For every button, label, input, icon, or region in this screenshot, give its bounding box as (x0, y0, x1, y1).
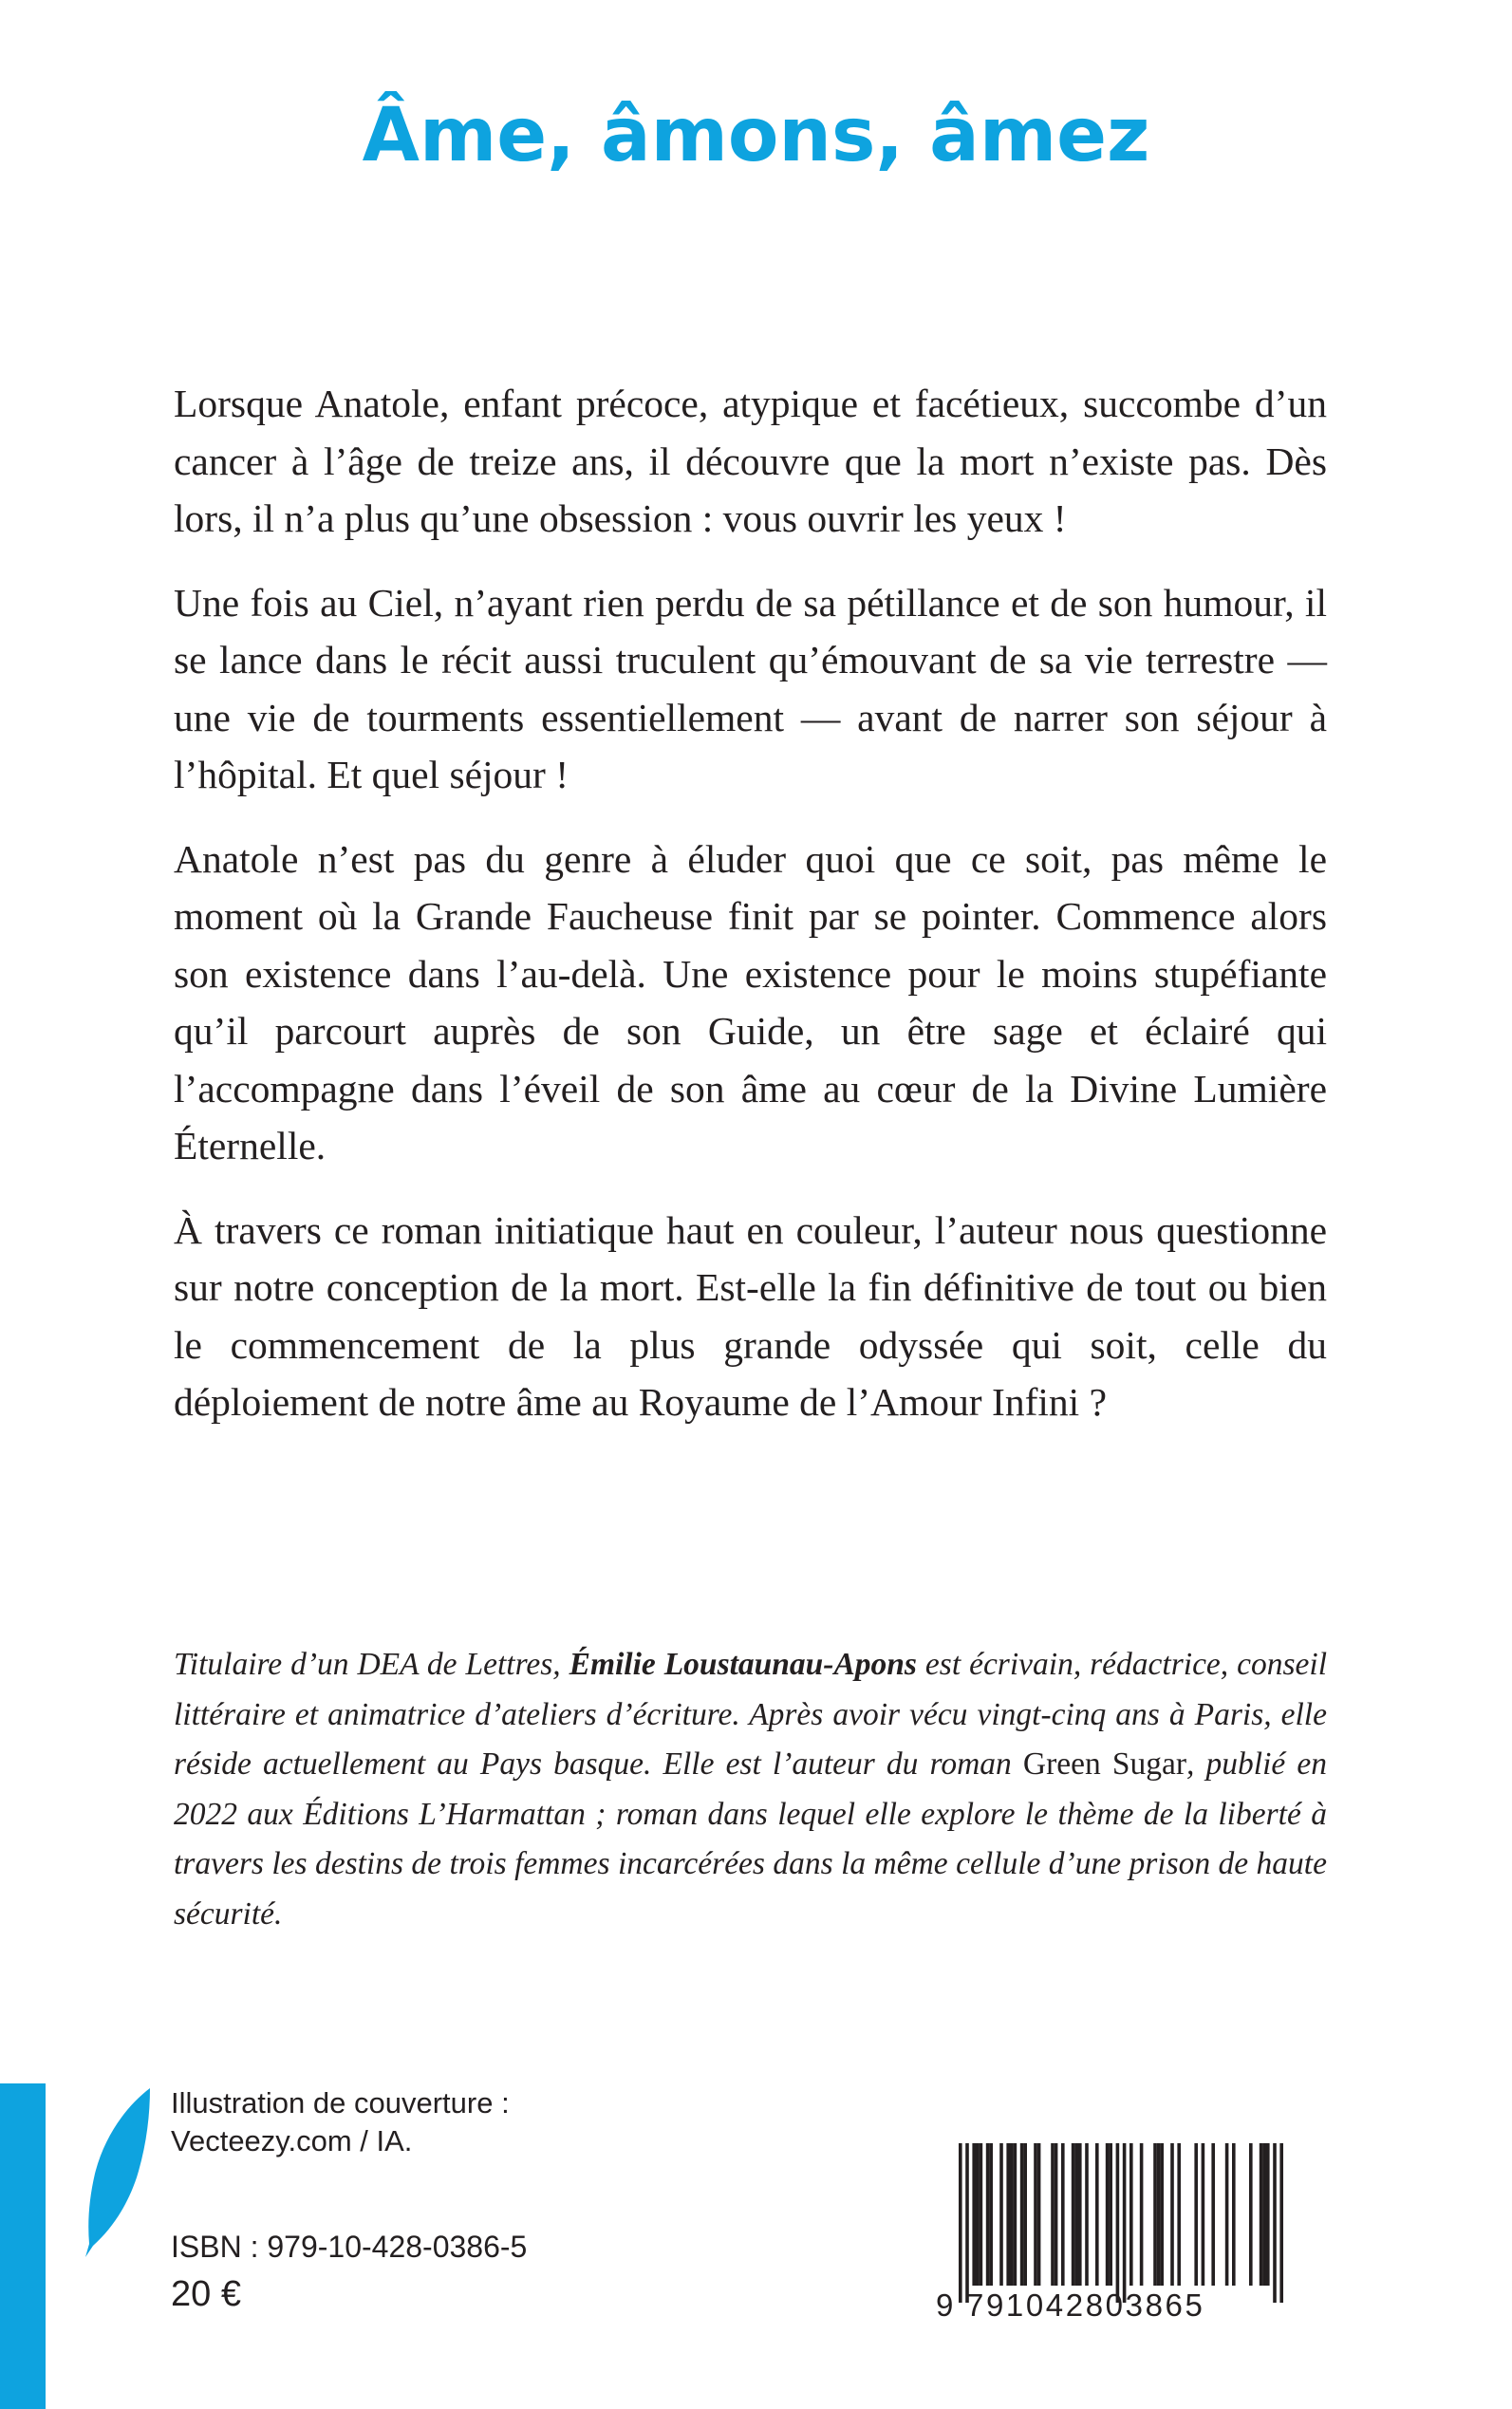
barcode-bar (1074, 2143, 1078, 2286)
barcode-bar (1232, 2143, 1236, 2286)
barcode-guard-bar (959, 2143, 962, 2303)
barcode-bar (1211, 2143, 1215, 2286)
book-title: Âme, âmons, âmez (362, 93, 1150, 178)
barcode-bar (999, 2143, 1003, 2286)
barcode-bar (1266, 2143, 1270, 2286)
barcode-bar (1140, 2143, 1144, 2286)
barcode-bar (1095, 2143, 1099, 2286)
barcode-bar (1072, 2143, 1075, 2286)
barcode-bar (980, 2143, 983, 2286)
synopsis-paragraph: À travers ce roman initiatique haut en couleur, l’auteur nous questionne sur notre conception de la mort. Est-elle la fin définitive de tout ou bien le commencement de la plus grande odyssée qui soit, celle du déploiement de notre âme au Royaume de l’Amour Infini ? (174, 1207, 1327, 1424)
barcode-bar (1020, 2143, 1024, 2286)
barcode-bar (1177, 2143, 1181, 2286)
barcode-guard-bar (1123, 2143, 1127, 2303)
barcode-bar (1202, 2143, 1205, 2286)
barcode-bar (989, 2143, 993, 2286)
barcode-bar (986, 2143, 990, 2286)
barcode-bar (1129, 2143, 1133, 2286)
book-reference: Green Sugar (1022, 1746, 1187, 1782)
barcode-bar (1034, 2143, 1037, 2286)
feather-icon (84, 2086, 152, 2259)
isbn-text: ISBN : 979-10-428-0386-5 (171, 2230, 528, 2264)
barcode-bar (1262, 2143, 1266, 2286)
synopsis (174, 375, 1327, 1458)
credits-line: Vecteezy.com / IA. (171, 2124, 413, 2157)
barcode-bar (1010, 2143, 1014, 2286)
barcode-bar (1194, 2143, 1198, 2286)
barcode-bar (1051, 2143, 1055, 2286)
barcode-bar (1157, 2143, 1161, 2286)
barcode-bar (1153, 2143, 1157, 2286)
bio-end: , publié en 2022 aux Éditions L’Harmattan ; roman dans lequel elle explore le thème de la liberté à travers les destins de trois femmes incarcérées dans la même cellule d’une prison de haute sécurité. (174, 1746, 1327, 1932)
barcode-digits: 791042803865 (966, 2288, 1205, 2323)
barcode-guard-bar (1116, 2143, 1120, 2303)
credits-line: Illustration de couverture : (171, 2086, 510, 2120)
barcode-guard-bar (1279, 2143, 1283, 2303)
barcode-bar (1061, 2143, 1065, 2286)
cover-credits (171, 2084, 510, 2160)
barcode (923, 2124, 1316, 2344)
barcode-bar (1160, 2143, 1164, 2286)
barcode-bar (1006, 2143, 1010, 2286)
barcode-bar (1249, 2143, 1253, 2286)
bio-middle: est écrivain, rédactrice, conseil littéraire et animatrice d’ateliers d’écriture. Après avoir vécu vingt-cinq ans à Paris, elle réside actuellement au Pays basque. Elle est l’auteur du roman (174, 1647, 1328, 1782)
barcode-bar (1106, 2143, 1110, 2286)
barcode-first-digit: 9 (936, 2288, 956, 2323)
barcode-bar (1085, 2143, 1089, 2286)
barcode-guard-bar (965, 2143, 969, 2303)
barcode-bar (1260, 2143, 1263, 2286)
price-text: 20 € (171, 2274, 241, 2314)
bio-intro: Titulaire d’un DEA de Lettres, (174, 1647, 569, 1682)
accent-edge-bar (0, 2083, 46, 2409)
barcode-bar (1014, 2143, 1017, 2286)
barcode-bar (1225, 2143, 1229, 2286)
barcode-bar (1078, 2143, 1082, 2286)
barcode-bar (972, 2143, 976, 2286)
synopsis-paragraph: Une fois au Ciel, n’ayant rien perdu de sa pétillance et de son humour, il se lance dans le récit aussi truculent qu’émouvant de sa vie terrestre — une vie de tourments essentiellement — avant de narrer son séjour à l’hôpital. Et quel séjour ! (174, 580, 1327, 796)
barcode-bar (1055, 2143, 1058, 2286)
synopsis-paragraph: Lorsque Anatole, enfant précoce, atypique et facétieux, succombe d’un cancer à l’âge de treize ans, il découvre que la mort n’existe pas. Dès lors, il n’a plus qu’une obsession : vous ouvrir les yeux ! (174, 382, 1327, 540)
barcode-bar (1170, 2143, 1174, 2286)
barcode-bars (959, 2143, 1285, 2305)
barcode-guard-bar (1273, 2143, 1277, 2303)
barcode-bar (1023, 2143, 1027, 2286)
author-name: Émilie Loustaunau-Apons (569, 1647, 917, 1682)
barcode-bar (976, 2143, 980, 2286)
author-bio (174, 1640, 1327, 1939)
barcode-bar (1109, 2143, 1112, 2286)
synopsis-paragraph: Anatole n’est pas du genre à éluder quoi que ce soit, pas même le moment où la Grande Faucheuse finit par se pointer. Commence alors son existence dans l’au-delà. Une existence pour le moins stupéfiante qu’il parcourt auprès de son Guide, un être sage et éclairé qui l’accompagne dans l’éveil de son âme au cœur de la Divine Lumière Éternelle. (174, 836, 1327, 1167)
barcode-bar (1037, 2143, 1041, 2286)
